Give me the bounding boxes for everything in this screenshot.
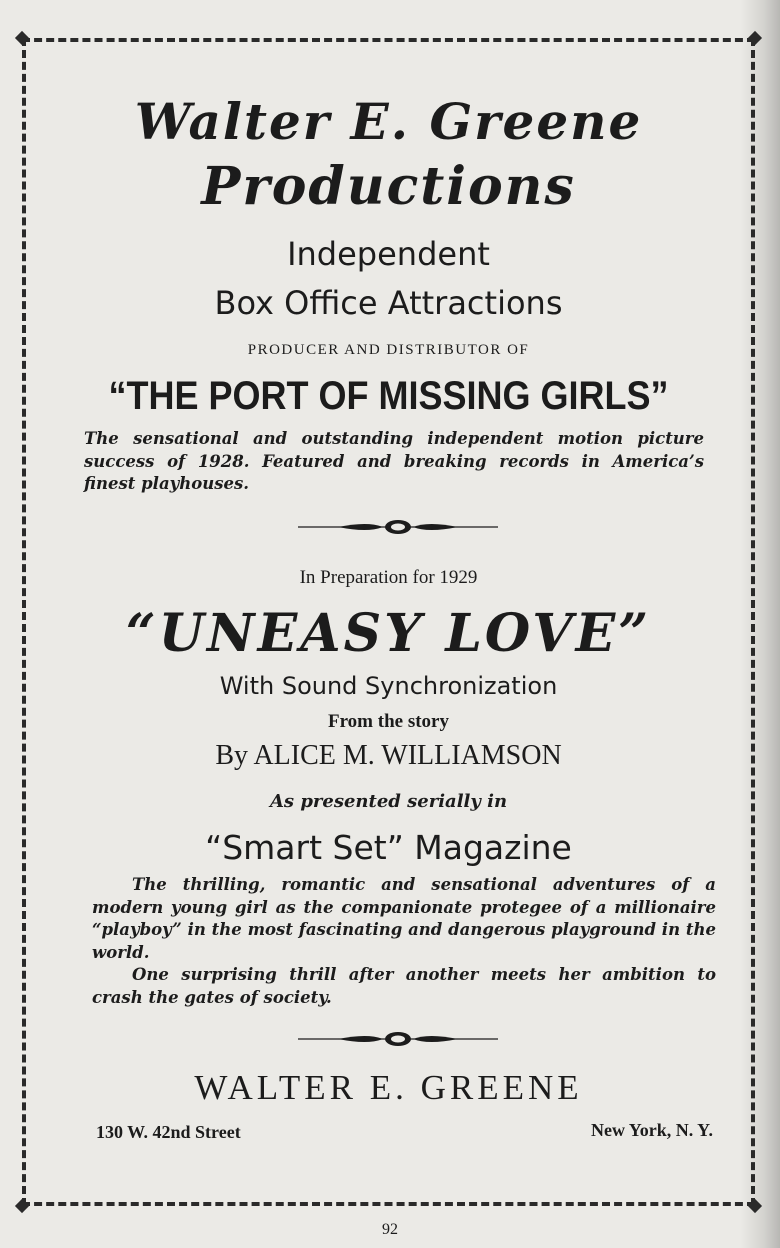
from-the-story: From the story [327,711,449,732]
footer-address: 130 W. 42nd Street [96,1122,241,1142]
film1-description: The sensational and outstanding independent motion picture success of 1928. Featured and breaking records in America’s finest playhouses. [84,429,704,493]
subtitle-box-office: Box Office Attractions [214,284,563,322]
film-title-port-of-missing-girls: “THE PORT OF MISSING GIRLS” [108,374,669,418]
subtitle-independent: Independent [287,235,490,273]
ornament-divider-icon [298,516,498,538]
presented-serially: As presented serially in [269,791,508,812]
footer-name: WALTER E. GREENE [194,1068,583,1107]
company-productions: Productions [201,156,576,217]
producer-label: PRODUCER AND DISTRIBUTOR OF [247,342,530,358]
film2-description-block [92,874,716,1009]
magazine-name: “Smart Set” Magazine [205,828,572,867]
film-title-uneasy-love: “UNEASY LOVE” [125,603,652,664]
advertisement [22,38,755,1206]
footer-city: New York, N. Y. [590,1120,713,1140]
author-credit: By ALICE M. WILLIAMSON [215,740,562,771]
company-name: Walter E. Greene [134,92,643,151]
film1-description-block [84,428,704,496]
preparation-note: In Preparation for 1929 [299,567,478,588]
sound-synchronization: With Sound Synchronization [219,672,558,700]
film2-tagline: One surprising thrill after another meets her ambition to crash the gates of society. [92,965,716,1007]
ornament-divider-icon [298,1028,498,1050]
film2-description: The thrilling, romantic and sensational adventures of a modern young girl as the companionate protegee of a millionaire “playboy” in the most fascinating and dangerous playground in the world. [92,875,716,962]
page-number: 92 [382,1221,398,1238]
